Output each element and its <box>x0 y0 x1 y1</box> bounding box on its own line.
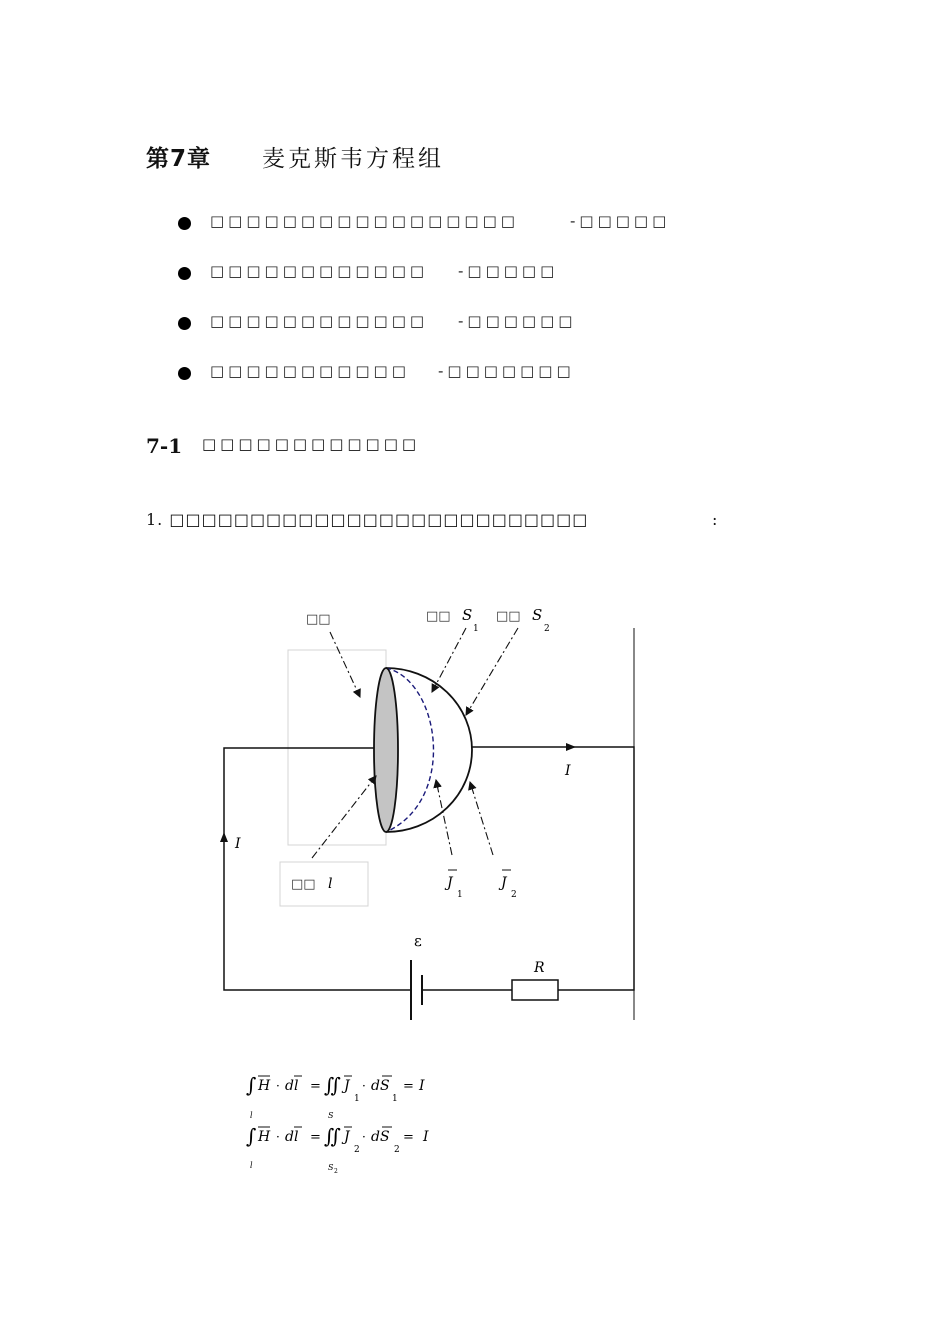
bullet-text: □□□□□□□□□□□□ <box>210 312 429 330</box>
eq-j-sub: 1 <box>354 1094 360 1104</box>
equation-2 <box>246 1124 429 1175</box>
pointer-j2 <box>470 782 493 855</box>
bullet-text: □□□□□□□□□□□□ <box>210 262 429 280</box>
eq-j: J <box>344 1078 350 1094</box>
wire-right <box>422 747 634 990</box>
eq-dl: dl <box>285 1078 299 1094</box>
label-path-word: □□ <box>291 877 316 892</box>
eq-equals: = <box>310 1079 321 1094</box>
eq-dl: dl <box>285 1129 299 1145</box>
label-resistor: R <box>534 960 545 976</box>
pointer-j1 <box>436 780 452 855</box>
label-j1-symbol: J <box>447 875 453 891</box>
label-current-left: I <box>235 836 241 852</box>
label-s2-word: □□ <box>496 609 521 624</box>
bullet-note: -□□□□□ <box>570 212 671 230</box>
integral-sign: ∫ <box>246 1124 257 1148</box>
eq-lower-l: l <box>250 1161 253 1170</box>
bullet-text: □□□□□□□□□□□□□□□□□ <box>210 212 519 230</box>
pointer-s2 <box>466 628 518 715</box>
label-j1-sub: 1 <box>457 890 463 900</box>
eq-h: H <box>258 1129 271 1145</box>
label-s1-word: □□ <box>426 609 451 624</box>
pointer-loop <box>330 632 360 697</box>
label-emf: ε <box>414 932 422 950</box>
eq-lower-l: l <box>250 1111 253 1120</box>
resistor <box>512 980 558 1000</box>
equation-1 <box>246 1073 425 1120</box>
eq-h: H <box>258 1078 271 1094</box>
dot-operator: · <box>276 1130 280 1144</box>
label-path-symbol: l <box>328 876 333 892</box>
label-loop: □□ <box>306 612 331 627</box>
dot-operator: · <box>362 1130 366 1144</box>
label-s1-sub: 1 <box>473 624 479 634</box>
current-arrow-icon <box>566 743 576 751</box>
eq-equals: = <box>310 1130 321 1145</box>
label-s2-sub: 2 <box>544 624 550 634</box>
label-s1-symbol: S <box>462 606 473 624</box>
paragraph-text: 1. □□□□□□□□□□□□□□□□□□□□□□□□□□ <box>146 510 589 529</box>
eq-j-sub: 2 <box>354 1145 360 1155</box>
eq-ds: dS <box>371 1078 390 1094</box>
eq-rhs: I <box>419 1078 425 1094</box>
eq-ds-sub: 2 <box>394 1145 400 1155</box>
eq-j: J <box>344 1129 350 1145</box>
section-title: □□□□□□□□□□□□ <box>202 435 421 453</box>
dot-operator: · <box>362 1079 366 1093</box>
pointer-s1 <box>432 628 466 692</box>
label-j2-sub: 2 <box>511 890 517 900</box>
paragraph-colon: : <box>712 510 719 529</box>
chapter-title: 麦克斯韦方程组 <box>262 146 444 172</box>
dot-operator: · <box>276 1079 280 1093</box>
label-s2-symbol: S <box>532 606 543 624</box>
section-number: 7-1 <box>146 434 183 458</box>
eq-equals: = <box>403 1079 414 1094</box>
eq-rhs: I <box>423 1129 429 1145</box>
bullet-note: -□□□□□□□ <box>438 362 575 380</box>
loop-disk <box>374 668 398 832</box>
eq-ds-sub: 1 <box>392 1094 398 1104</box>
double-integral-sign: ∬ <box>324 1073 342 1097</box>
eq-equals: = <box>403 1130 414 1145</box>
chapter-number: 第7章 <box>146 146 212 172</box>
eq-lower-s: S <box>328 1111 334 1120</box>
eq-lower-s-sub: 2 <box>334 1168 338 1175</box>
bullet-note: -□□□□□□ <box>458 312 577 330</box>
eq-ds: dS <box>371 1129 390 1145</box>
pointer-path <box>312 776 376 858</box>
eq-lower-s: S <box>328 1163 334 1172</box>
bullet-text: □□□□□□□□□□□ <box>210 362 410 380</box>
double-integral-sign: ∬ <box>324 1124 342 1148</box>
label-j2-symbol: J <box>501 875 507 891</box>
current-arrow-icon <box>220 832 228 842</box>
label-current-right: I <box>565 763 571 779</box>
bullet-note: -□□□□□ <box>458 262 559 280</box>
integral-sign: ∫ <box>246 1073 257 1097</box>
